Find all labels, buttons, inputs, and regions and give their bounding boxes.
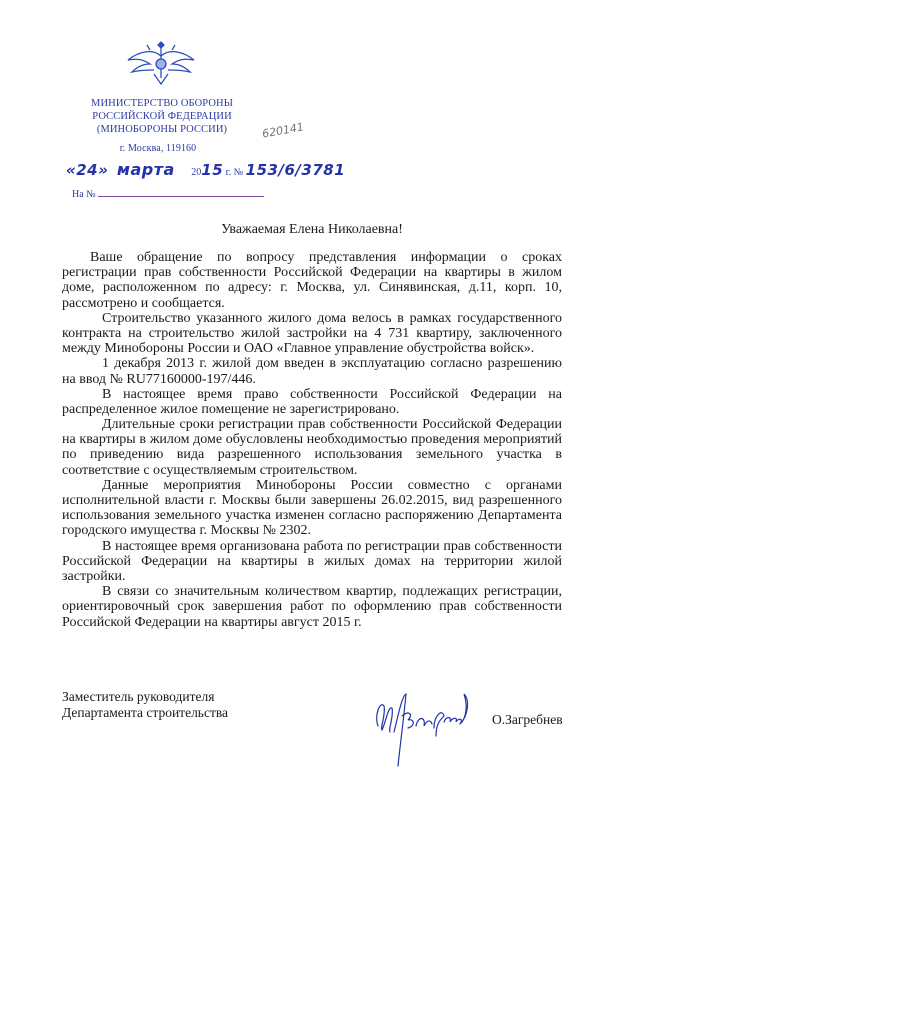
reference-number-line [72, 186, 264, 200]
year-label: г. № [225, 167, 244, 178]
paragraph [62, 311, 562, 357]
date-and-number-line [66, 160, 345, 179]
year-suffix: 15 [201, 161, 224, 179]
ministry-name [62, 97, 262, 136]
date-month: марта [116, 160, 175, 179]
paragraph-line: В настоящее время организована работа по регистрации прав собственности [102, 538, 562, 554]
paragraph-line: Российской Федерации на квартиры в жилых домах на территории жилой [62, 553, 562, 569]
ministry-name-line: (МИНОБОРОНЫ РОССИИ) [96, 124, 228, 135]
paragraph [62, 478, 562, 539]
paragraph-line: В настоящее время право собственности Российской Федерации на [102, 386, 562, 402]
greeting: Уважаемая Елена Николаевна! [221, 222, 403, 237]
paragraph-line: Длительные сроки регистрации прав собственности Российской Федерации [102, 417, 562, 433]
paragraph-line: Российской Федерации на квартиры август 2015 г. [62, 614, 362, 630]
letter-body [62, 250, 562, 630]
paragraph [62, 584, 562, 630]
year-prefix: 20 [191, 167, 202, 178]
paragraph [62, 387, 562, 417]
paragraph-line: Ваше обращение по вопросу представления информации о сроках [90, 250, 562, 265]
date-day: «24» [66, 161, 109, 179]
ministry-name-line: РОССИЙСКОЙ ФЕДЕРАЦИИ [92, 111, 232, 122]
paragraph-line: контракта на строительство жилой застройки на 4 731 квартиру, заключенного [62, 325, 562, 341]
paragraph-line: регистрации прав собственности Российской Федерации на квартиры в жилом [62, 265, 562, 281]
paragraph-line: между Минобороны России и ОАО «Главное управление обустройства войск». [62, 341, 535, 357]
paragraph-line: по приведению вида разрешенного использования земельного участка в [62, 447, 562, 463]
ministry-name-line: МИНИСТЕРСТВО ОБОРОНЫ [91, 98, 233, 109]
paragraph-line: В связи со значительным количеством квартир, подлежащих регистрации, [102, 584, 562, 600]
outgoing-number: 153/6/3781 [245, 161, 346, 179]
paragraph-line: ориентировочный срок завершения работ по оформлению прав собственности [62, 599, 562, 615]
paragraph-line: Строительство указанного жилого дома велось в рамках государственного [102, 310, 562, 326]
double-headed-eagle-emblem-icon [124, 38, 198, 88]
paragraph [62, 417, 562, 478]
incoming-registration-mark: 620141 [261, 120, 305, 141]
signer-position-line: Департамента строительства [62, 705, 229, 720]
paragraph-line: исполнительной власти г. Москвы были завершены 26.02.2015, вид разрешенного [62, 493, 562, 508]
paragraph-line: 1 декабря 2013 г. жилой дом введен в эксплуатацию согласно разрешению [102, 356, 562, 372]
paragraph-line: использования земельного участка изменен согласно распоряжению Департамента [62, 508, 562, 524]
paragraph [62, 539, 562, 585]
signer-position-line: Заместитель руководителя [62, 689, 215, 704]
paragraph-line: на квартиры в жилом доме обусловлены необходимостью проведения мероприятий [62, 432, 562, 448]
reference-label: На № [72, 189, 96, 200]
paragraph-line: Данные мероприятия Минобороны России совместно с органами [102, 477, 562, 493]
paragraph-line: на ввод № RU77160000-197/446. [62, 371, 256, 387]
paragraph-line: распределенное жилое помещение не зарегистрировано. [62, 401, 400, 417]
paragraph [62, 356, 562, 386]
paragraph-line: застройки. [62, 568, 126, 584]
ministry-address: г. Москва, 119160 [119, 143, 197, 154]
paragraph-line: рассмотрено и сообщается. [62, 295, 225, 311]
reference-blank [98, 186, 264, 197]
paragraph-line: доме, расположенном по адресу: г. Москва, ул. Синявинская, д.11, корп. 10, [62, 280, 562, 296]
paragraph [62, 250, 562, 311]
paragraph-line: соответствие с осуществляемым строительством. [62, 462, 358, 478]
handwritten-signature [372, 686, 472, 768]
paragraph-line: городского имущества г. Москвы № 2302. [62, 523, 311, 539]
signer-name: О.Загребнев [492, 712, 563, 727]
signer-position [62, 689, 228, 721]
